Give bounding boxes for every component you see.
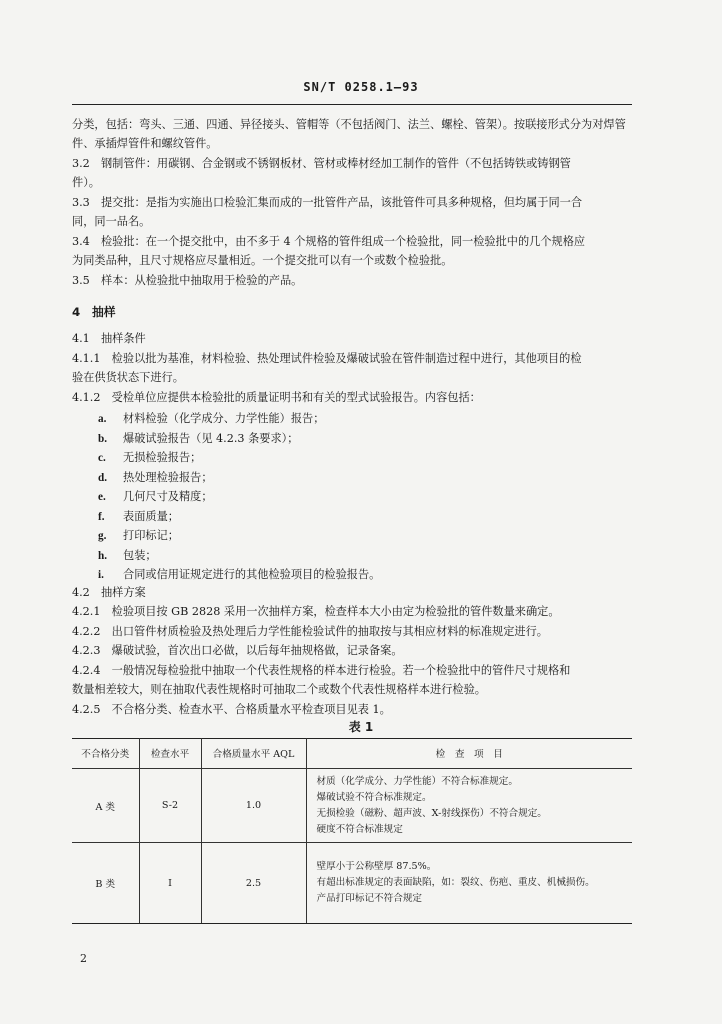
paragraph-line: 分类，包括：弯头、三通、四通、异径接头、管帽等（不包括阀门、法兰、螺栓、管架）。按联接形式分为对焊管 bbox=[72, 118, 626, 131]
list-label: b. bbox=[98, 433, 108, 445]
paragraph-line: 件、承插焊管件和螺纹管件。 bbox=[72, 137, 218, 150]
table-cell: I bbox=[139, 843, 201, 924]
clause-4-2-5: 4.2.5 不合格分类、检查水平、合格质量水平检查项目见表 1。 bbox=[72, 703, 391, 716]
table-caption: 表 1 bbox=[348, 720, 374, 734]
inspection-item: 壁厚小于公称壁厚 87.5%。 bbox=[316, 861, 437, 872]
clause-4-2-3: 4.2.3 爆破试验，首次出口必做，以后每年抽规格做，记录备案。 bbox=[72, 644, 403, 657]
table-cell-items bbox=[306, 843, 632, 924]
inspection-item: 爆破试验不符合标准规定。 bbox=[316, 791, 432, 803]
clause-4-1-2: 4.1.2 受检单位应提供本检验批的质量证明书和有关的型式试验报告。内容包括： bbox=[72, 391, 481, 404]
clause-4-1-1: 4.1.1 检验以批为基准，材料检验、热处理试件检验及爆破试验在管件制造过程中进行，其他项目的检 bbox=[72, 352, 582, 365]
list-text: 包装； bbox=[123, 549, 157, 562]
list-label: c. bbox=[98, 452, 106, 464]
list-label: d. bbox=[98, 472, 108, 484]
list-text: 热处理检验报告； bbox=[123, 471, 213, 484]
list-item bbox=[98, 527, 179, 543]
table-row bbox=[72, 769, 632, 843]
list-text: 合同或信用证规定进行的其他检验项目的检验报告。 bbox=[123, 568, 381, 581]
clause-4-2-1: 4.2.1 检验项目按 GB 2828 采用一次抽样方案，检查样本大小由定为检验批的管件数量来确定。 bbox=[72, 605, 560, 618]
paragraph-line: 3.3 提交批：是指为实施出口检验汇集而成的一批管件产品，该批管件可具多种规格，但均属于同一合 bbox=[72, 196, 583, 209]
table-cell: S-2 bbox=[139, 769, 201, 843]
standard-number-header: SN/T 0258.1—93 bbox=[303, 80, 419, 94]
clause-4-2: 4.2 抽样方案 bbox=[72, 586, 146, 599]
page-number: 2 bbox=[80, 952, 87, 965]
clause-4-2-2: 4.2.2 出口管件材质检验及热处理后力学性能检验试件的抽取按与其相应材料的标准规定进行。 bbox=[72, 625, 548, 638]
paragraph-line: 为同类品种，且尺寸规格应尽量相近。一个提交批可以有一个或数个检验批。 bbox=[72, 254, 453, 267]
list-label: a. bbox=[98, 413, 107, 425]
list-label: h. bbox=[98, 550, 108, 562]
list-label: e. bbox=[98, 491, 106, 503]
inspection-item: 无损检验（磁粉、超声波、X-射线探伤）不符合规定。 bbox=[316, 807, 547, 819]
table-cell: B 类 bbox=[72, 843, 139, 924]
paragraph-line: 3.2 钢制管件：用碳钢、合金钢或不锈钢板材、管材或棒材经加工制作的管件（不包括铸铁或铸钢管 bbox=[72, 157, 571, 170]
clause-4-2-4: 4.2.4 一般情况每检验批中抽取一个代表性规格的样本进行检验。若一个检验批中的管件尺寸规格和 bbox=[72, 664, 571, 677]
table-cell: 2.5 bbox=[201, 843, 306, 924]
clause-4-1-1-cont: 验在供货状态下进行。 bbox=[72, 371, 184, 384]
clause-4-2-4-cont: 数量相差较大，则在抽取代表性规格时可抽取二个或数个代表性规格样本进行检验。 bbox=[72, 683, 486, 696]
list-label: f. bbox=[98, 511, 105, 523]
inspection-item: 硬度不符合标准规定 bbox=[316, 823, 403, 835]
table-cell: 1.0 bbox=[201, 769, 306, 843]
table-cell-items bbox=[306, 769, 632, 843]
list-text: 爆破试验报告（见 4.2.3 条要求）； bbox=[123, 432, 299, 445]
list-text: 无损检验报告； bbox=[123, 451, 202, 464]
clause-4-1: 4.1 抽样条件 bbox=[72, 332, 146, 345]
list-item bbox=[98, 547, 157, 563]
table-header-row bbox=[72, 738, 632, 769]
table-header-cell: 检 查 项 目 bbox=[306, 738, 632, 769]
inspection-item: 产品打印标记不符合规定 bbox=[316, 893, 423, 904]
table-cell: A 类 bbox=[72, 769, 139, 843]
list-item bbox=[98, 410, 324, 426]
list-item bbox=[98, 508, 179, 524]
list-label: g. bbox=[98, 530, 107, 542]
inspection-table bbox=[72, 738, 632, 924]
header-rule bbox=[72, 104, 632, 105]
paragraph-line: 3.4 检验批：在一个提交批中，由不多于 4 个规格的管件组成一个检验批，同一检验批中的几个规格应 bbox=[72, 235, 586, 248]
table-header-cell: 检查水平 bbox=[139, 738, 201, 769]
list-text: 表面质量； bbox=[123, 510, 179, 523]
paragraph-line: 同，同一品名。 bbox=[72, 215, 151, 228]
list-text: 材料检验（化学成分、力学性能）报告； bbox=[123, 412, 325, 425]
list-text: 打印标记； bbox=[123, 529, 179, 542]
section-heading-4: 4 抽样 bbox=[72, 305, 116, 319]
list-item bbox=[98, 449, 201, 465]
paragraph-line: 件）。 bbox=[72, 176, 100, 189]
inspection-item: 有超出标准规定的表面缺陷，如：裂纹、伤疤、重皮、机械损伤。 bbox=[316, 877, 595, 888]
list-item bbox=[98, 566, 380, 582]
inspection-item: 材质（化学成分、力学性能）不符合标准规定。 bbox=[316, 775, 518, 787]
list-item bbox=[98, 469, 213, 485]
paragraph-line: 3.5 样本：从检验批中抽取用于检验的产品。 bbox=[72, 274, 303, 287]
table-row bbox=[72, 843, 632, 924]
list-label: i. bbox=[98, 569, 104, 581]
list-item bbox=[98, 430, 298, 446]
table-header-cell: 不合格分类 bbox=[72, 738, 139, 769]
list-item bbox=[98, 488, 213, 504]
list-text: 几何尺寸及精度； bbox=[123, 490, 213, 503]
table-header-cell: 合格质量水平 AQL bbox=[201, 738, 306, 769]
